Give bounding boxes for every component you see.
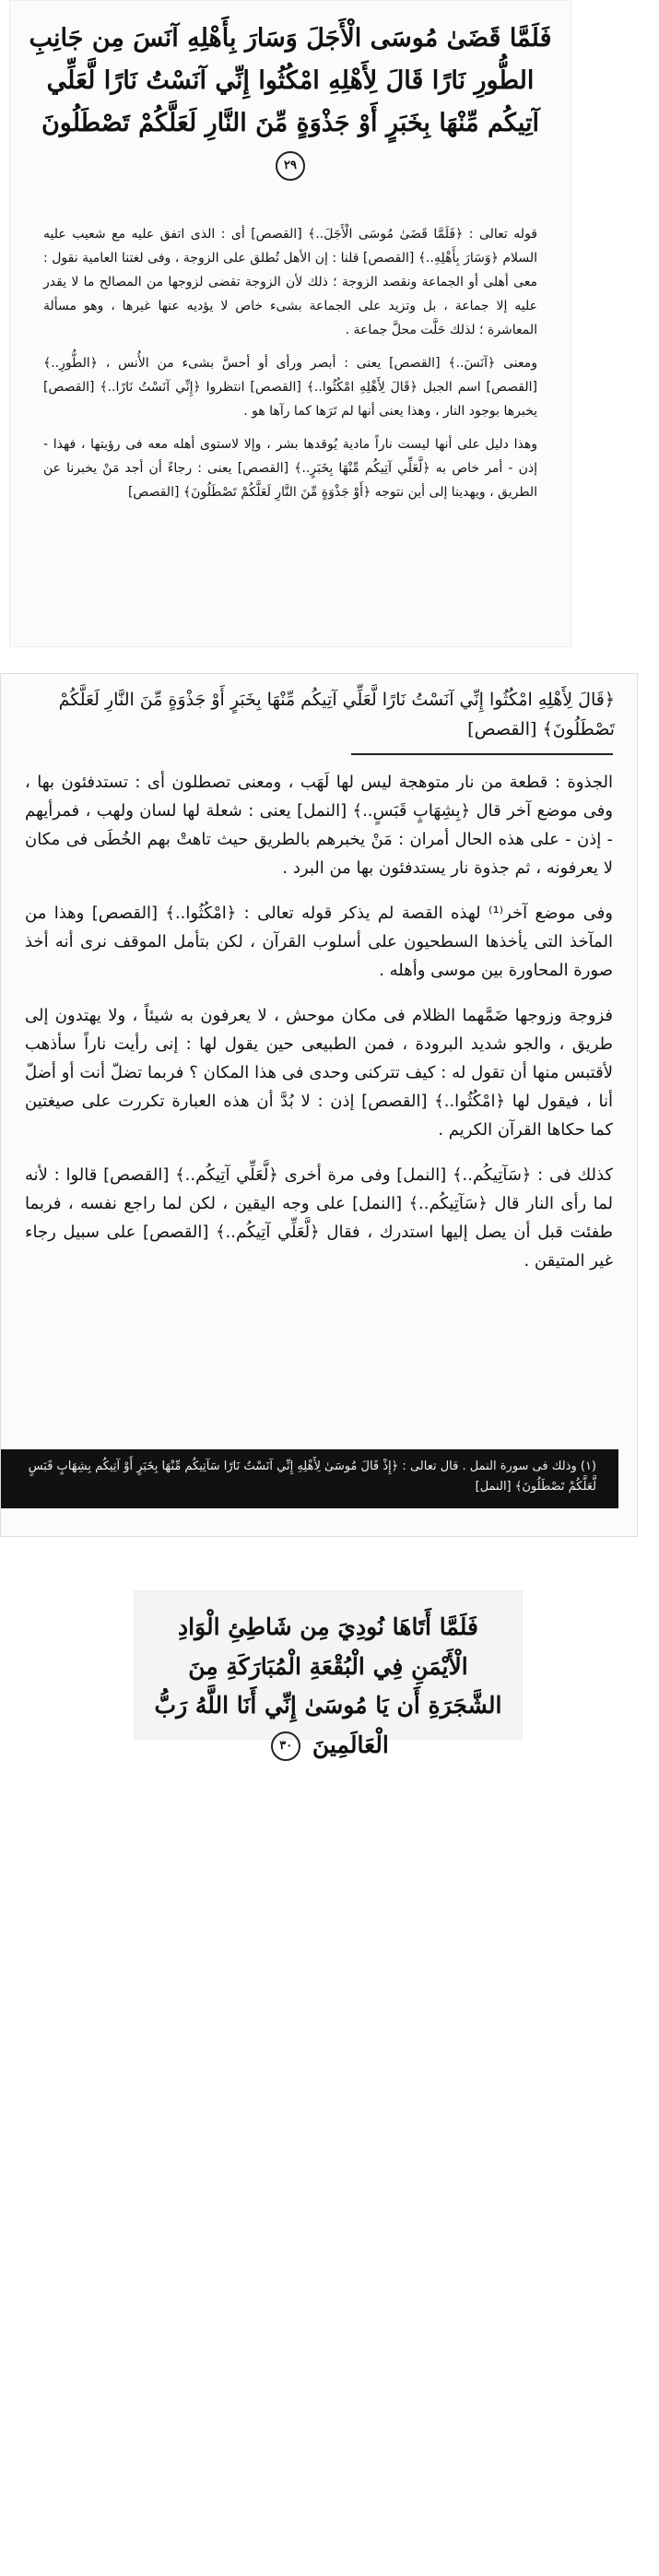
commentary-paragraph: كذلك فى : ﴿سَآتِيكُم..﴾ [النمل] وفى مرة أخرى ﴿لَّعَلِّي آتِيكُم..﴾ [القصص] قالوا : لأنه لما رأى النار قال ﴿سَآتِيكُم..﴾ [النمل] على وجه اليقين ، لكن لما راجع نفسه ، فربما طفئت قبل أن يصل إليها استدرك ، فقال ﴿لَّعَلِّي آتِيكُم..﴾ [القصص] على سبيل رجاء غير المتيقن . <box>25 1165 613 1270</box>
commentary-paragraph: ومعنى ﴿آنَسَ..﴾ [القصص] يعنى : أبصر ورأى أو أحسَّ بشىء من الأُنس ، ﴿الطُّورِ..﴾ [القصص] اسم الجبل ﴿قَالَ لِأَهْلِهِ امْكُثُوا..﴾ [القصص] انتظروا ﴿إِنِّي آنَسْتُ نَارًا..﴾ [القصص] يخبرها بوجود النار ، وهذا يعنى أنها لم تَرَها كما رآها هو . <box>43 355 537 419</box>
commentary-paragraph: الجذوة : قطعة من نار متوهجة ليس لها لَهَب ، ومعنى تصطلون أى : تستدفئون بها ، وفى موضع آخر قال ﴿بِشِهَابٍ قَبَسٍ..﴾ [النمل] يعنى : شعلة لها لسان ولهب ، فمرأيهم - إذن - على هذه الحال أمران : مَنْ يخبرهم بالطريق حيث تاهتْ بهم الخُطَى فى مكان لا يعرفونه ، ثم جذوة نار يستدفئون بها من البرد . <box>25 773 613 878</box>
commentary-paragraph: وهذا دليل على أنها ليست ناراً مادية يُوقدها بشر ، وإلا لاستوى أهله معه فى رؤيتها ، فهذا - إذن - أمر خاص به ﴿لَّعَلِّي آتِيكُم مِّنْهَا بِخَبَرٍ..﴾ [القصص] يعنى : رجاءً أن أجد مَنْ يخبرنا عن الطريق ، ويهدينا إلى أين نتوجه ﴿أَوْ جَذْوَةٍ مِّنَ النَّارِ لَعَلَّكُمْ تَصْطَلُونَ﴾ [القصص] <box>43 436 537 500</box>
commentary-paragraph: فزوجة وزوجها ضَمَّهما الظلام فى مكان موحش ، لا يعرفون به شيئاً ، ولا يهتدون إلى طريق ، والجو شديد البرودة ، فمن الطبيعى حين يقول لها : إنى رأيت ناراً سأذهب لأقتبس منها أن تقول له : كيف تتركنى وحدى فى هذا المكان ؟ فربما تضلّ أنت أو أضلّ أنا ، فيقول لها ﴿امْكُثُوا..﴾ [القصص] إذن : لا بُدَّ أن هذه العبارة تكررت على صيغتين كما حكاها القرآن الكريم . <box>25 1006 613 1140</box>
commentary-paragraph: وفى موضع آخر⁽¹⁾ لهذه القصة لم يذكر قوله تعالى : ﴿امْكُثُوا..﴾ [القصص] وهذا من المآخذ التى يأخذها السطحيون على أسلوب القرآن ، لكن بتأمل الموقف نرى أنه أخذ صورة المحاورة بين موسى وأهله . <box>25 904 614 980</box>
verse-number-marker: ٢٩ <box>276 151 305 181</box>
commentary-paragraph: قوله تعالى : ﴿فَلَمَّا قَضَىٰ مُوسَى الْأَجَلَ..﴾ [القصص] أى : الذى اتفق عليه مع شعيب عليه السلام ﴿وَسَارَ بِأَهْلِهِ..﴾ [القصص] قلنا : إن الأهل تُطلق على الزوجة ، وفى لغتنا العامية نقول : معى أهلى أو الجماعة ونقصد الزوجة ؛ ذلك لأن الزوجة تقضى لزوجها من المصالح ما لا يقدر عليه إلا جماعة ، بل وتزيد على الجماعة بشىء خاص لا يؤديه عنها غيرها ، وهو مسألة المعاشرة ؛ لذلك حَلَّت محلَّ جماعة . <box>43 226 537 337</box>
quran-verse-block <box>10 1 571 196</box>
commentary-body <box>10 222 571 504</box>
verse-text: فَلَمَّا قَضَىٰ مُوسَى الْأَجَلَ وَسَارَ بِأَهْلِهِ آنَسَ مِن جَانِبِ الطُّورِ نَارًا قَالَ لِأَهْلِهِ امْكُثُوا إِنِّي آنَسْتُ نَارًا لَّعَلِّي آتِيكُم مِّنْهَا بِخَبَرٍ أَوْ جَذْوَةٍ مِّنَ النَّارِ لَعَلَّكُمْ تَصْطَلُونَ <box>29 24 552 137</box>
quoted-verse: ﴿قَالَ لِأَهْلِهِ امْكُثُوا إِنِّي آنَسْتُ نَارًا لَّعَلِّي آتِيكُم مِّنْهَا بِخَبَرٍ أَوْ جَذْوَةٍ مِّنَ النَّارِ لَعَلَّكُمْ تَصْطَلُونَ﴾ [القصص] <box>58 690 615 739</box>
footnote: (١) وذلك فى سورة النمل . قال تعالى : ﴿إِذْ قَالَ مُوسَىٰ لِأَهْلِهِ إِنِّي آنَسْتُ نَارًا سَآتِيكُم مِّنْهَا بِخَبَرٍ أَوْ آتِيكُم بِشِهَابٍ قَبَسٍ لَّعَلَّكُمْ تَصْطَلُونَ﴾ [النمل] <box>1 1449 618 1508</box>
quran-verse-block <box>135 1591 522 1781</box>
page-scan-3 <box>134 1590 523 1758</box>
page-scan-2 <box>0 673 638 1537</box>
verse-text: فَلَمَّا أَتَاهَا نُودِيَ مِن شَاطِئِ الْوَادِ الْأَيْمَنِ فِي الْبُقْعَةِ الْمُبَارَكَةِ مِنَ الشَّجَرَةِ أَن يَا مُوسَىٰ إِنِّي أَنَا اللَّهُ رَبُّ الْعَالَمِينَ <box>154 1613 502 1758</box>
page-scan-1 <box>9 0 571 647</box>
verse-number-marker: ٣٠ <box>271 1731 300 1761</box>
